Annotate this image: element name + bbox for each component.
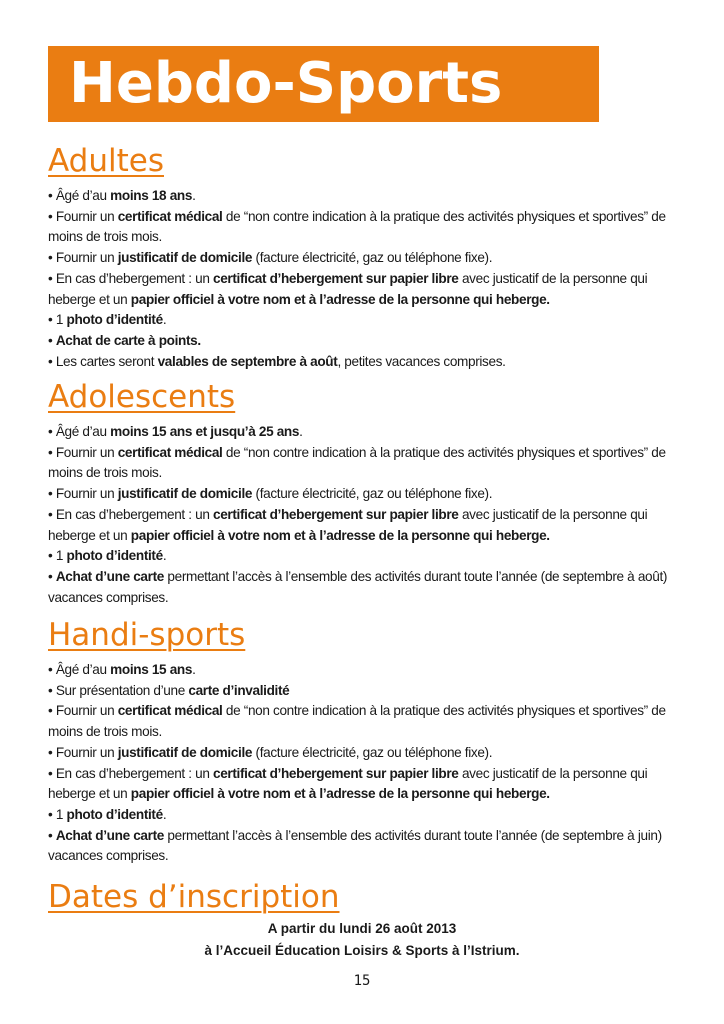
- item-text: .: [299, 424, 303, 439]
- emphasis-text: certificat médical: [117, 444, 223, 460]
- item-text: (facture électricité, gaz ou téléphone fixe).: [252, 250, 493, 266]
- item-text: • Fournir un: [48, 703, 118, 719]
- item-text: • Âgé d’au: [48, 424, 111, 439]
- item-text: .: [162, 548, 167, 564]
- item-text: avec justicatif de la personne qui heberge et un: [48, 506, 648, 543]
- emphasis-text: certificat d’hebergement sur papier libre: [213, 765, 459, 781]
- dates-info: [48, 918, 676, 962]
- list-item: [48, 186, 678, 207]
- item-text: .: [192, 188, 196, 203]
- emphasis-text: justificatif de domicile: [117, 744, 253, 760]
- item-text: permettant l’accès à l’ensemble des activités durant toute l’année (de septembre à août) vacances comprises.: [48, 568, 668, 605]
- item-text: • Fournir un: [48, 250, 118, 266]
- list-item: [48, 352, 678, 373]
- list-item: [48, 310, 678, 331]
- list-item: [48, 505, 678, 546]
- item-text: • Âgé d’au: [48, 662, 111, 677]
- item-text: (facture électricité, gaz ou téléphone fixe).: [252, 486, 493, 502]
- emphasis-text: papier officiel à votre nom et à l’adresse de la personne qui heberge.: [130, 527, 550, 543]
- item-text: • En cas d’hebergement : un: [48, 270, 213, 286]
- item-text: • 1: [48, 548, 67, 564]
- header-banner: [48, 46, 599, 122]
- section-adultes: [48, 140, 678, 372]
- list-item: [48, 443, 678, 484]
- emphasis-text: carte d’invalidité: [188, 682, 290, 698]
- requirements-list: [48, 660, 678, 867]
- dates-line-start: A partir du lundi 26 août 2013: [267, 921, 457, 936]
- item-text: permettant l’accès à l’ensemble des activités durant toute l’année (de septembre à juin) vacances comprises.: [48, 827, 662, 864]
- emphasis-text: moins 15 ans: [110, 662, 193, 677]
- section-dates-inscription: [48, 876, 678, 918]
- item-text: • 1: [48, 806, 67, 822]
- emphasis-text: Achat d’une carte: [55, 827, 164, 843]
- requirements-list: [48, 422, 678, 608]
- emphasis-text: certificat médical: [117, 208, 223, 224]
- emphasis-text: papier officiel à votre nom et à l’adresse de la personne qui heberge.: [130, 291, 550, 307]
- item-text: de “non contre indication à la pratique des activités physiques et sportives” de moins de trois mois.: [48, 703, 666, 740]
- emphasis-text: certificat d’hebergement sur papier libre: [213, 506, 459, 522]
- emphasis-text: certificat médical: [117, 703, 223, 719]
- emphasis-text: papier officiel à votre nom et à l’adresse de la personne qui heberge.: [130, 786, 550, 802]
- item-text: • 1: [48, 312, 67, 328]
- list-item: [48, 248, 678, 269]
- list-item: [48, 660, 678, 681]
- section-title-adultes: Adultes: [48, 143, 164, 179]
- section-title-dates: Dates d’inscription: [48, 879, 340, 915]
- item-text: avec justicatif de la personne qui heberge et un: [48, 765, 648, 802]
- emphasis-text: moins 18 ans: [110, 188, 193, 203]
- item-text: .: [192, 662, 196, 677]
- section-handi-sports: [48, 614, 678, 867]
- list-item: [48, 681, 678, 702]
- item-text: • Fournir un: [48, 744, 118, 760]
- item-text: • Les cartes seront: [48, 353, 158, 369]
- emphasis-text: Achat d’une carte: [55, 568, 164, 584]
- section-title-adolescents: Adolescents: [48, 379, 236, 415]
- emphasis-text: Achat de carte à points.: [55, 332, 201, 348]
- list-item: [48, 546, 678, 567]
- emphasis-text: certificat d’hebergement sur papier libre: [213, 270, 459, 286]
- list-item: [48, 805, 678, 826]
- emphasis-text: justificatif de domicile: [117, 486, 253, 502]
- item-text: • Âgé d’au: [48, 188, 111, 203]
- list-item: [48, 484, 678, 505]
- list-item: [48, 422, 678, 443]
- emphasis-text: justificatif de domicile: [117, 250, 253, 266]
- item-text: .: [162, 806, 167, 822]
- emphasis-text: photo d’identité: [66, 312, 163, 328]
- list-item: [48, 764, 678, 805]
- item-text: • Sur présentation d’une: [48, 682, 189, 698]
- emphasis-text: moins 15 ans et jusqu’à 25 ans: [110, 424, 300, 439]
- item-text: • En cas d’hebergement : un: [48, 765, 213, 781]
- list-item: [48, 743, 678, 764]
- list-item: [48, 331, 678, 352]
- item-text: • Fournir un: [48, 486, 118, 502]
- item-text: • En cas d’hebergement : un: [48, 506, 213, 522]
- item-text: • Fournir un: [48, 208, 118, 224]
- section-adolescents: [48, 376, 678, 608]
- item-text: , petites vacances comprises.: [337, 353, 506, 369]
- item-text: •: [48, 568, 56, 584]
- page-title: Hebdo-Sports: [69, 51, 503, 116]
- requirements-list: [48, 186, 678, 372]
- emphasis-text: photo d’identité: [66, 548, 163, 564]
- item-text: de “non contre indication à la pratique des activités physiques et sportives” de moins de trois mois.: [48, 208, 666, 245]
- list-item: [48, 701, 678, 742]
- item-text: de “non contre indication à la pratique des activités physiques et sportives” de moins de trois mois.: [48, 444, 666, 481]
- emphasis-text: valables de septembre à août: [157, 353, 338, 369]
- dates-line-location: à l’Accueil Éducation Loisirs & Sports à l’Istrium.: [204, 943, 520, 958]
- item-text: • Fournir un: [48, 444, 118, 460]
- list-item: [48, 826, 678, 867]
- emphasis-text: photo d’identité: [66, 806, 163, 822]
- list-item: [48, 207, 678, 248]
- section-title-handi-sports: Handi-sports: [48, 617, 246, 653]
- list-item: [48, 567, 678, 608]
- item-text: •: [48, 332, 56, 348]
- list-item: [48, 269, 678, 310]
- item-text: .: [162, 312, 167, 328]
- item-text: (facture électricité, gaz ou téléphone fixe).: [252, 744, 493, 760]
- page-number: 15: [353, 973, 371, 989]
- item-text: •: [48, 827, 56, 843]
- item-text: avec justicatif de la personne qui heberge et un: [48, 270, 648, 307]
